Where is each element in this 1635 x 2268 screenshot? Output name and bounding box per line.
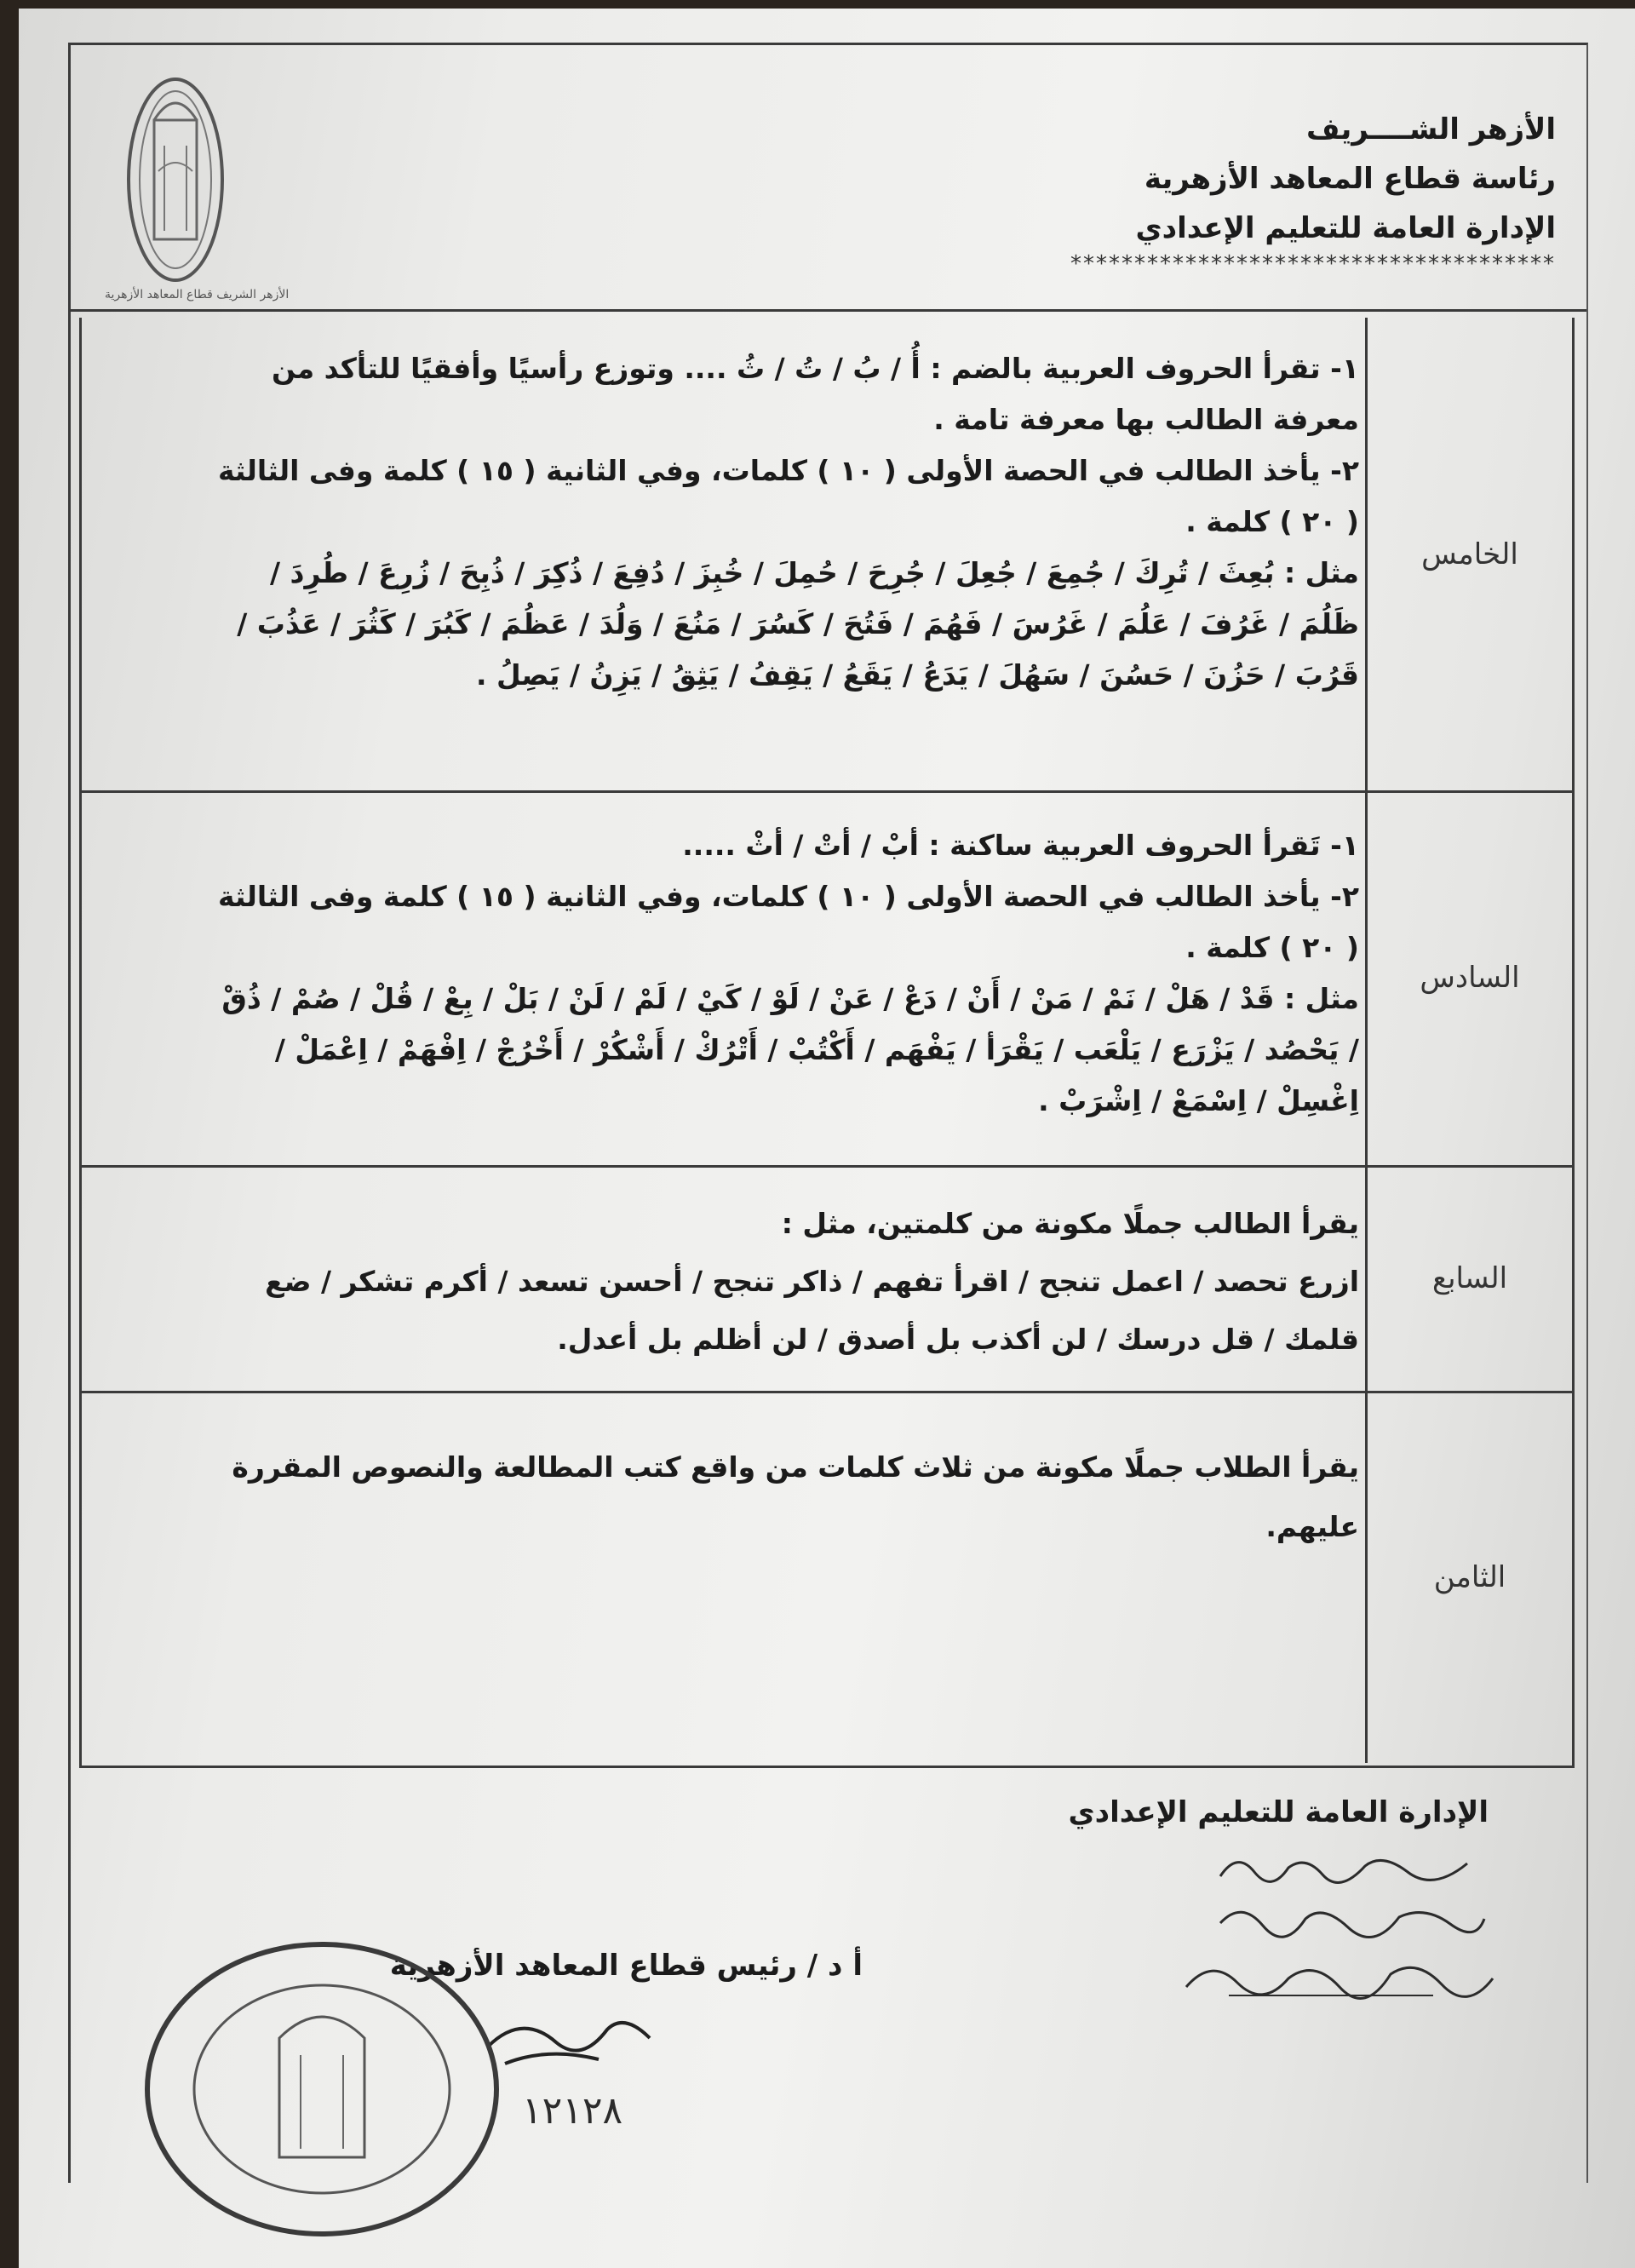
content-line: ( ٢٠ ) كلمة .: [1185, 505, 1359, 538]
grade-content: [103, 820, 1359, 1127]
signature-2: [1212, 1893, 1493, 1944]
grade-label: الخامس: [1365, 318, 1572, 790]
table-row-grade-8: [82, 1391, 1572, 1763]
content-line: ٢- يأخذ الطالب في الحصة الأولى ( ١٠ ) كلمات، وفي الثانية ( ١٥ ) كلمة وفى الثالثة: [217, 880, 1359, 913]
content-line: ازرع تحصد / اعمل تنجح / اقرأ تفهم / ذاكر تنجح / أحسن تسعد / أكرم تشكر / ضع: [265, 1265, 1359, 1298]
content-line: معرفة الطالب بها معرفة تامة .: [933, 403, 1359, 436]
content-line: عليهم.: [1265, 1510, 1359, 1543]
header-line-sector: رئاسة قطاع المعاهد الأزهرية: [1144, 162, 1556, 196]
content-line: ١- تقرأ الحروف العربية بالضم : أُ / بُ / تُ / ثُ .... وتوزع رأسيًا وأفقيًا للتأكد من: [272, 352, 1359, 385]
content-line: ٢- يأخذ الطالب في الحصة الأولى ( ١٠ ) كلمات، وفي الثانية ( ١٥ ) كلمة وفى الثالثة: [217, 454, 1359, 487]
header-line-department: الإدارة العامة للتعليم الإعدادي: [1135, 211, 1556, 245]
footer-president-title: أ د / رئيس قطاع المعاهد الأزهرية: [389, 1949, 863, 1983]
grade-table: [79, 318, 1575, 1768]
content-line: اِغْسِلْ / اِسْمَعْ / اِشْرَبْ .: [1038, 1084, 1359, 1117]
table-row-grade-6: [82, 790, 1572, 1168]
header-title-block: [1135, 105, 1556, 253]
document-header: [71, 45, 1586, 312]
grade-content: [103, 1438, 1359, 1557]
content-line: يقرأ الطلاب جملًا مكونة من ثلاث كلمات من واقع كتب المطالعة والنصوص المقررة: [232, 1450, 1359, 1484]
logo-caption: الأزهر الشريف قطاع المعاهد الأزهرية: [105, 288, 290, 301]
header-stars-divider: **************************************: [1070, 251, 1556, 277]
content-line: يقرأ الطالب جملًا مكونة من كلمتين، مثل :: [781, 1207, 1359, 1240]
content-line: قلمك / قل درسك / لن أكذب بل أصدق / لن أظلم بل أعدل.: [557, 1323, 1359, 1356]
grade-content: [103, 343, 1359, 701]
header-line-azhar: الأزهر الشــــريف: [1305, 112, 1556, 146]
content-line: ١- تَقرأ الحروف العربية ساكنة : أبْ / أتْ / أثْ .....: [682, 829, 1359, 862]
azhar-logo-icon: [112, 69, 239, 290]
table-row-grade-7: [82, 1165, 1572, 1393]
grade-label: السادس: [1365, 790, 1572, 1165]
official-stamp-icon: [130, 1927, 513, 2251]
content-line: ظَلُمَ / غَرُفَ / عَلُمَ / غَرُسَ / فَهُمَ / فَتُحَ / كَسُرَ / مَنُعَ / وَلُدَ / عَظُمَ / كَبُرَ / كَثُرَ / عَذُبَ /: [237, 607, 1359, 640]
signature-1: [1212, 1842, 1493, 1893]
grade-label: الثامن: [1365, 1391, 1572, 1763]
content-line: / يَحْصُد / يَزْرَع / يَلْعَب / يَقْرَأ / يَفْهَم / أَكْتُبْ / أَتْرُكْ / أَشْكُرْ / أَخْرُجْ / اِفْهَمْ / اِعْمَلْ /: [274, 1033, 1359, 1066]
content-line: مثل : بُعِثَ / تُرِكَ / جُمِعَ / جُعِلَ / جُرِحَ / حُمِلَ / خُبِزَ / دُفِعَ / ذُكِرَ / ذُبِحَ / زُرِعَ / طُرِدَ /: [269, 556, 1359, 589]
footer-date: ١٢١٢٨: [522, 2089, 623, 2133]
grade-content: [103, 1195, 1359, 1369]
grade-label: السابع: [1365, 1165, 1572, 1391]
document-page: [19, 9, 1635, 2268]
content-line: قَرُبَ / حَزُنَ / حَسُنَ / سَهُلَ / يَدَعُ / يَقَعُ / يَقِفُ / يَثِقُ / يَزِنُ / يَصِلُ .: [475, 658, 1359, 692]
content-line: ( ٢٠ ) كلمة .: [1185, 931, 1359, 964]
content-line: مثل : قَدْ / هَلْ / نَمْ / مَنْ / أَنْ / دَعْ / عَنْ / لَوْ / كَيْ / لَمْ / لَنْ / بَلْ / بِعْ / قُلْ / صُمْ / ذُقْ: [221, 982, 1359, 1015]
footer-department-title: الإدارة العامة للتعليم الإعدادي: [1068, 1795, 1489, 1829]
table-row-grade-5: [82, 318, 1572, 793]
document-frame: [68, 43, 1588, 2183]
signature-3: [1178, 1949, 1501, 2008]
